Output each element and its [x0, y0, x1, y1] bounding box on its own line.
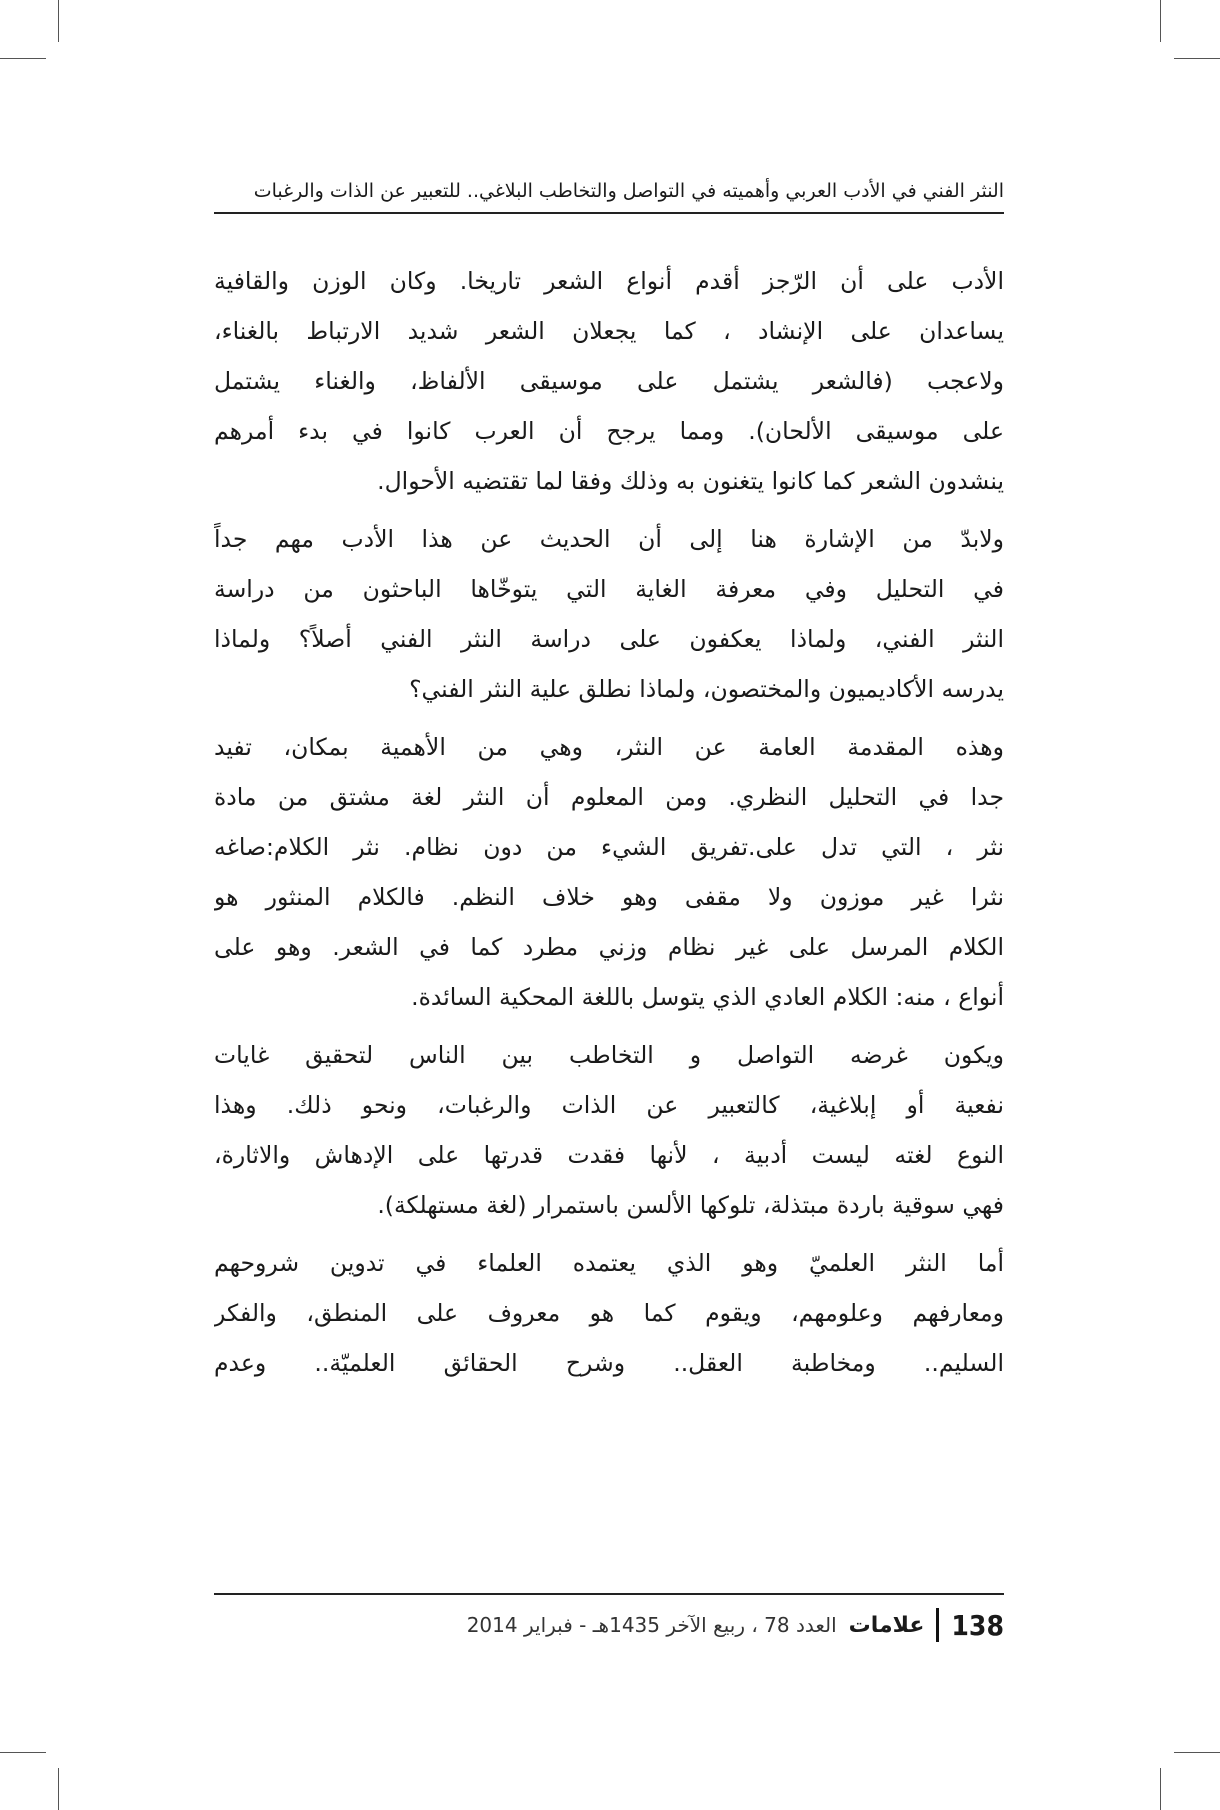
text-line: أنواع ، منه: الكلام العادي الذي يتوسل باللغة المحكية السائدة.	[411, 983, 1004, 1011]
crop-mark	[1160, 1768, 1161, 1810]
text-line: ينشدون الشعر كما كانوا يتغنون به وذلك وفقا لما تقتضيه الأحوال.	[377, 467, 1004, 495]
paragraph	[214, 1238, 1004, 1388]
text-line: نثر ، التي تدل على.تفريق الشيء من دون نظام. نثر الكلام:صاغه	[214, 833, 1004, 861]
crop-mark	[58, 1768, 59, 1810]
page-footer	[214, 1600, 1004, 1650]
text-line: أما النثر العلميّ وهو الذي يعتمده العلماء في تدوين شروحهم	[214, 1249, 1004, 1277]
article-body	[214, 256, 1004, 1556]
text-line: في التحليل وفي معرفة الغاية التي يتوخّاها الباحثون من دراسة	[214, 575, 1004, 603]
footer-divider	[214, 1593, 1004, 1595]
paragraph	[214, 1030, 1004, 1230]
text-line: على موسيقى الألحان). ومما يرجح أن العرب كانوا في بدء أمرهم	[214, 417, 1004, 445]
paragraph	[214, 722, 1004, 1022]
text-line: جدا في التحليل النظري. ومن المعلوم أن النثر لغة مشتق من مادة	[214, 783, 1004, 811]
crop-mark	[1160, 0, 1161, 42]
text-line: ومعارفهم وعلومهم، ويقوم كما هو معروف على المنطق، والفكر	[214, 1299, 1004, 1327]
crop-mark	[0, 58, 46, 59]
text-line: وهذه المقدمة العامة عن النثر، وهي من الأهمية بمكان، تفيد	[214, 733, 1004, 761]
paragraph	[214, 256, 1004, 506]
text-line: فهي سوقية باردة مبتذلة، تلوكها الألسن باستمرار (لغة مستهلكة).	[377, 1191, 1004, 1219]
text-line: ولاعجب (فالشعر يشتمل على موسيقى الألفاظ، والغناء يشتمل	[214, 367, 1004, 395]
text-line: الأدب على أن الرّجز أقدم أنواع الشعر تاريخا. وكان الوزن والقافية	[214, 267, 1004, 295]
running-title: النثر الفني في الأدب العربي وأهميته في التواصل والتخاطب البلاغي.. للتعبير عن الذات والرغبات	[253, 180, 1004, 202]
text-line: النوع لغته ليست أدبية ، لأنها فقدت قدرتها على الإدهاش والاثارة،	[214, 1141, 1004, 1169]
paragraph	[214, 514, 1004, 714]
text-line: الكلام المرسل على غير نظام وزني مطرد كما في الشعر. وهو على	[214, 933, 1004, 961]
crop-mark	[58, 0, 59, 42]
text-line: النثر الفني، ولماذا يعكفون على دراسة النثر الفني أصلاً؟ ولماذا	[214, 625, 1004, 653]
text-line: السليم.. ومخاطبة العقل.. وشرح الحقائق العلميّة.. وعدم	[214, 1349, 1004, 1377]
page-number: 138	[951, 1608, 1004, 1642]
text-line: ويكون غرضه التواصل و التخاطب بين الناس لتحقيق غايات	[214, 1041, 1004, 1069]
text-line: يدرسه الأكاديميون والمختصون، ولماذا نطلق علية النثر الفني؟	[409, 675, 1004, 703]
crop-mark	[1174, 1752, 1220, 1753]
text-line: يساعدان على الإنشاد ، كما يجعلان الشعر شديد الارتباط بالغناء،	[214, 317, 1004, 345]
journal-logo: علامات	[848, 1612, 925, 1638]
footer-separator	[936, 1608, 939, 1642]
header-divider	[214, 212, 1004, 214]
text-line: ولابدّ من الإشارة هنا إلى أن الحديث عن هذا الأدب مهم جداً	[214, 525, 1004, 553]
text-line: نفعية أو إبلاغية، كالتعبير عن الذات والرغبات، ونحو ذلك. وهذا	[214, 1091, 1004, 1119]
issue-info: العدد 78 ، ربيع الآخر 1435هـ - فبراير 2014	[466, 1613, 837, 1637]
crop-mark	[0, 1752, 46, 1753]
crop-mark	[1174, 58, 1220, 59]
text-line: نثرا غير موزون ولا مقفى وهو خلاف النظم. فالكلام المنثور هو	[214, 883, 1004, 911]
